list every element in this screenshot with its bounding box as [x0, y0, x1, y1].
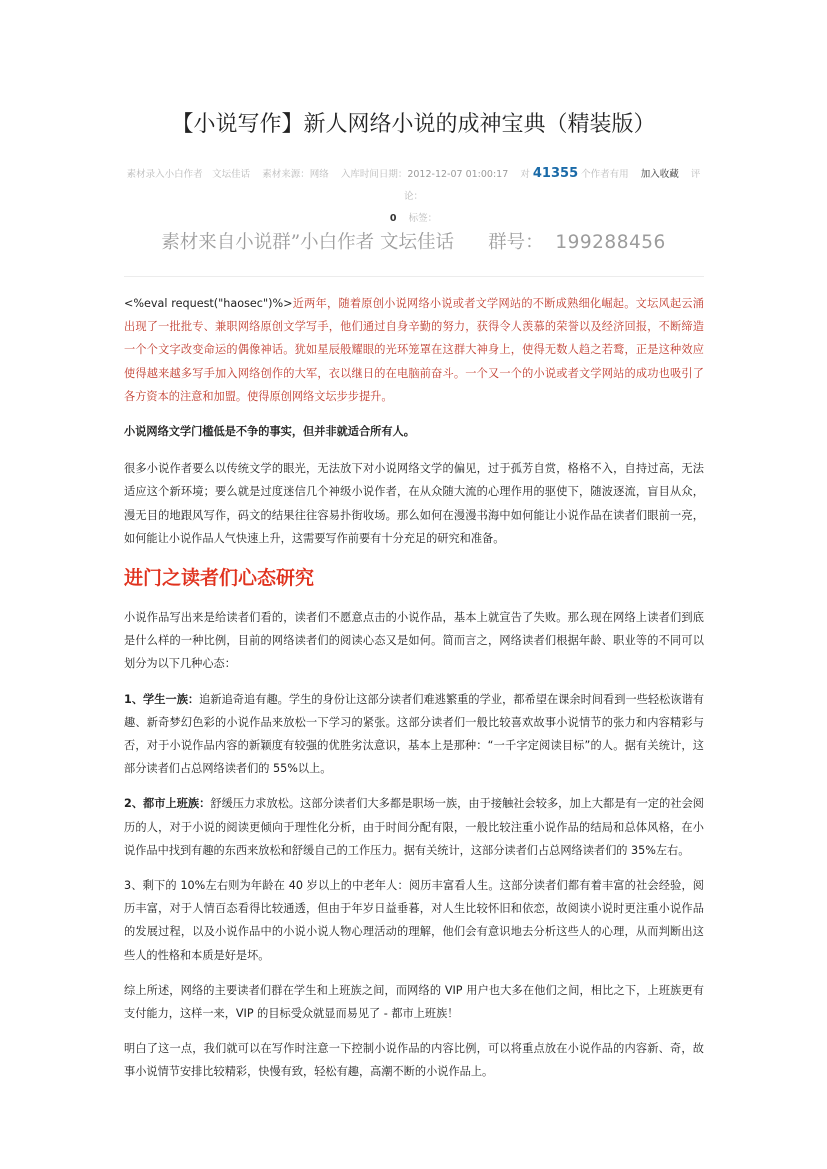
- meta-recorder: 素材录入小白作者 文坛佳话: [126, 169, 251, 180]
- lead-text: 近两年，随着原创小说网络小说或者文学网站的不断成熟细化崛起。文坛风起云涌出现了一批批专、兼职网络原创文学写手，他们通过自身辛勤的努力，获得令人羡慕的荣誉以及经济回报，不断缔造一个个文字改变命运的偶像神话。犹如星辰般耀眼的光环笼罩在这群大神身上，使得无数人趋之若鹜，正是这种效应使得越来越多写手加入网络创作的大军，衣以继日的在电脑前奋斗。一个又一个的小说或者文学网站的成功也吸引了各方资本的注意和加盟。使得原创网络文坛步步提升。: [124, 297, 704, 403]
- paragraph-4: 明白了这一点，我们就可以在写作时注意一下控制小说作品的内容比例，可以将重点放在小说作品的内容新、奇，故事小说情节安排比较精彩，快慢有致，轻松有趣，高潮不断的小说作品上。: [124, 1042, 704, 1079]
- list-item-students: [124, 688, 704, 781]
- paragraph-2: 小说作品写出来是给读者们看的，读者们不愿意点击的小说作品，基本上就宣告了失败。那么现在网络上读者们到底是什么样的一种比例，目前的网络读者们的阅读心态又是如何。简而言之，网络读者们根据年龄、职业等的不同可以划分为以下几种心态：: [124, 611, 704, 671]
- group-label: 群号：: [488, 232, 544, 253]
- item2-label: 2、都市上班族：: [124, 797, 211, 811]
- bold-statement: 小说网络文学门槛低是不争的事实，但并非就适合所有人。: [124, 425, 415, 439]
- lead-paragraph: [124, 292, 704, 408]
- meta-dui: 对: [520, 169, 530, 180]
- source-banner: [0, 229, 827, 257]
- useful-count: 41355: [532, 166, 579, 181]
- item1-text: 追新追奇追有趣。学生的身份让这部分读者们难逃繁重的学业，都希望在课余时间看到一些轻松诙谐有趣、新奇梦幻色彩的小说作品来放松一下学习的紧张。这部分读者们一般比较喜欢故事小说情节的张力和内容精彩与否，对于小说作品内容的新颖度有较强的优胜劣汰意识，基本上是那种：“一千字定阅读目标”的人。据有关统计，这部分读者们占总网络读者们的 55%以上。: [124, 692, 704, 776]
- meta-source: 素材来源：网络: [262, 169, 329, 180]
- paragraph-3: 综上所述，网络的主要读者们群在学生和上班族之间，而网络的 VIP 用户也大多在他们之间，相比之下，上班族更有支付能力，这样一来，VIP 的目标受众就显而易见了 - 都市上班族！: [124, 983, 704, 1021]
- item2-text: 舒缓压力求放松。这部分读者们大多都是职场一族，由于接触社会较多，加上大都是有一定的社会阅历的人，对于小说的阅读更倾向于理性化分析，由于时间分配有限，一般比较注重小说作品的结局和总体风格，在小说作品中找到有趣的东西来放松和舒缓自己的工作压力。据有关统计，这部分读者们占总网络读者们的 35%左右。: [124, 797, 704, 857]
- banner-text: 素材来自小说群”小白作者 文坛佳话: [161, 232, 455, 253]
- group-number: 199288456: [555, 232, 666, 253]
- article-body: [124, 292, 704, 1096]
- meta-tags-label: 标签：: [408, 213, 438, 224]
- comment-count: 0: [389, 213, 397, 224]
- list-item-office-workers: [124, 792, 704, 862]
- lead-code: <%eval request("haosec")%>: [124, 297, 293, 310]
- add-favorite-link[interactable]: 加入收藏: [640, 169, 679, 180]
- list-item-elders: 3、剩下的 10%左右则为年龄在 40 岁以上的中老年人：阅历丰富看人生。这部分读者们都有着丰富的社会经验，阅历丰富，对于人情百态看得比较通透，但由于年岁日益垂暮，对人生比较怀旧和依恋，故阅读小说时更注重小说作品的发展过程，以及小说作品中的小说小说人物心理活动的理解，他们会有意识地去分析这些人的心理，从而判断出这些人的性格和本质是好是坏。: [124, 879, 704, 962]
- meta-time-label: 入库时间日期：: [340, 169, 408, 180]
- page-title: 【小说写作】新人网络小说的成神宝典（精装版）: [171, 112, 656, 137]
- item1-label: 1、学生一族：: [124, 692, 200, 706]
- article-meta: [120, 163, 707, 230]
- section-heading: 进门之读者们心态研究: [124, 567, 315, 590]
- meta-count-suffix: 个作者有用: [581, 169, 629, 180]
- header-divider: [124, 276, 704, 277]
- meta-comment-label: 评论：: [403, 169, 701, 202]
- paragraph-1: 很多小说作者要么以传统文学的眼光，无法放下对小说网络文学的偏见，过于孤芳自赏，格格不入，自持过高，无法适应这个新环境；要么就是过度迷信几个神级小说作者，在从众随大流的心理作用的驱使下，随波逐流，盲目从众，漫无目的地跟风写作，码文的结果往往容易扑街收场。那么如何在漫漫书海中如何能让小说作品在读者们眼前一亮，如何能让小说作品人气快速上升，这需要写作前要有十分充足的研究和准备。: [124, 462, 704, 545]
- meta-time-value: 2012-12-07 01:00:17: [407, 169, 509, 180]
